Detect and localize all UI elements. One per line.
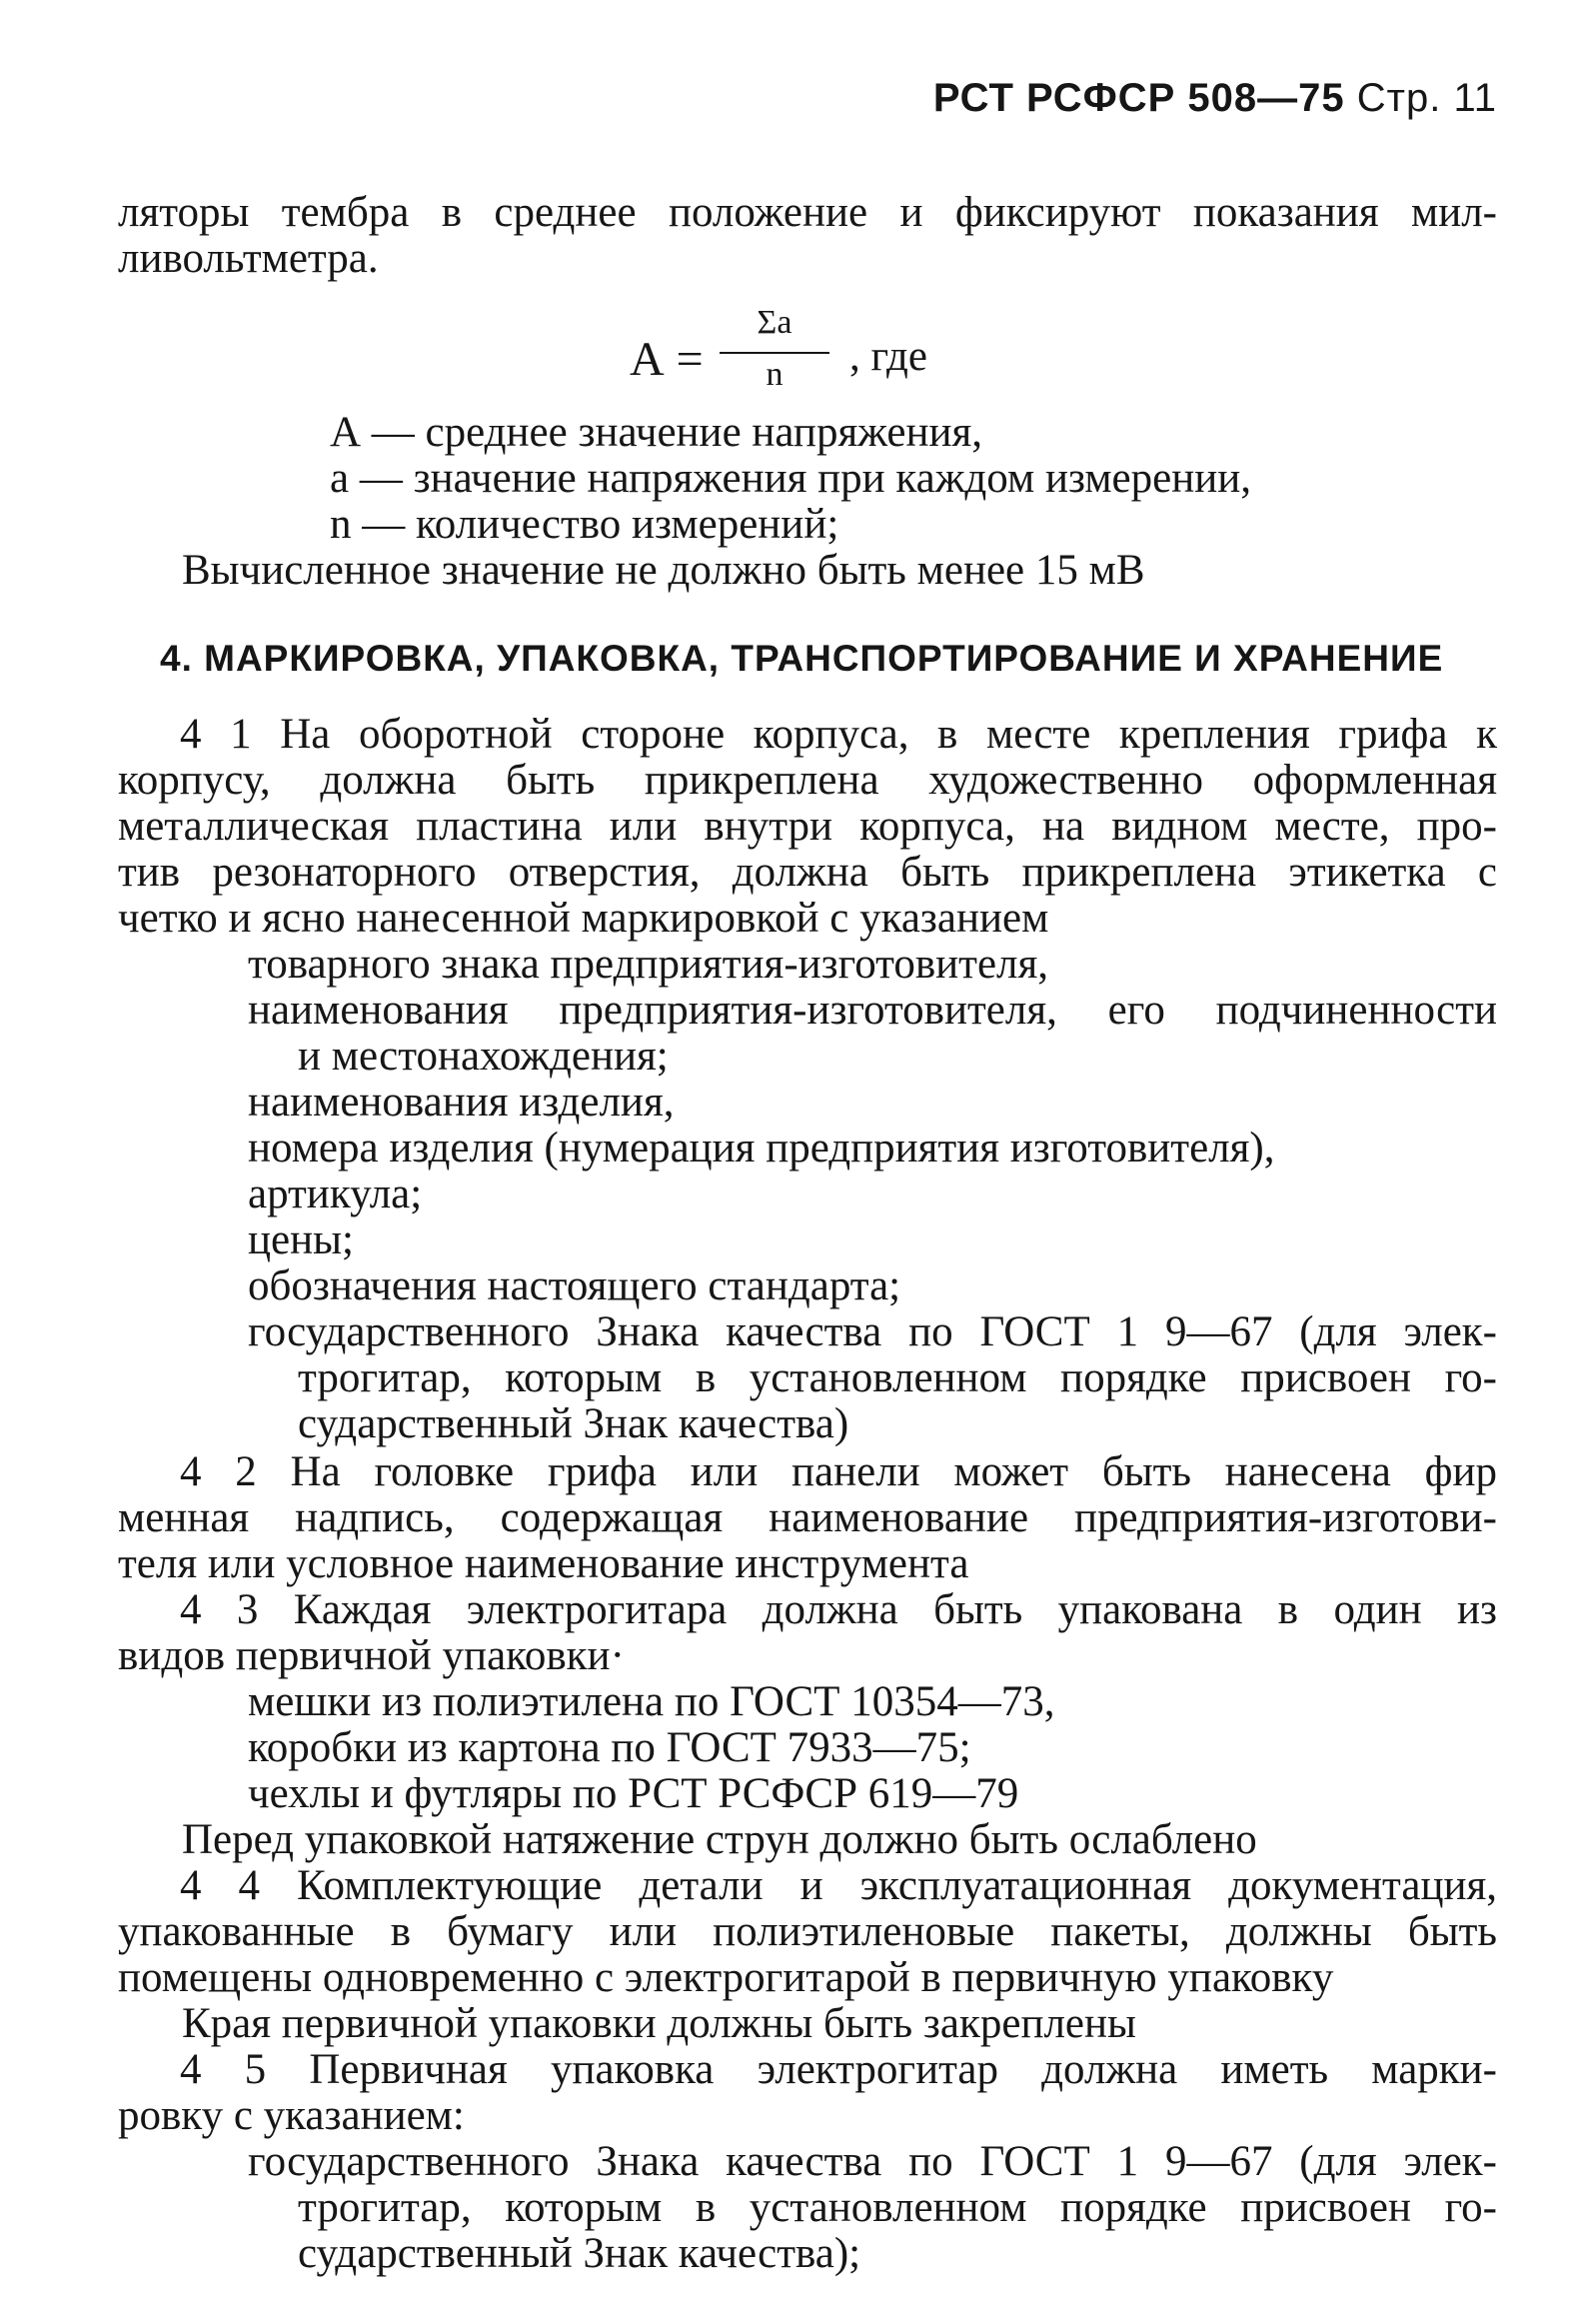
- paragraph-line: менная надпись, содержащая наименование предприятия-изготови-: [118, 1494, 1497, 1541]
- legend-line: n — количество измерений;: [330, 501, 839, 548]
- formula-fraction: [720, 300, 829, 410]
- paragraph-line: Перед упаковкой натяжение струн должно быть ослаблено: [182, 1816, 1257, 1863]
- formula-suffix: , где: [849, 333, 927, 380]
- list-item: наименования изделия,: [248, 1079, 675, 1126]
- list-item-continuation: сударственный Знак качества);: [298, 2230, 861, 2277]
- section-heading: 4. МАРКИРОВКА, УПАКОВКА, ТРАНСПОРТИРОВАНИЕ И ХРАНЕНИЕ: [160, 638, 1444, 679]
- list-item: товарного знака предприятия-изготовителя,: [248, 941, 1049, 988]
- list-item: цены;: [248, 1216, 354, 1263]
- list-item: обозначения настоящего стандарта;: [248, 1262, 901, 1309]
- list-item-continuation: трогитар, которым в установленном порядке присвоен го-: [298, 1354, 1497, 1401]
- paragraph-line: металлическая пластина или внутри корпуса, на видном месте, про-: [118, 803, 1497, 850]
- list-item-continuation: сударственный Знак качества): [298, 1400, 849, 1447]
- list-item: номера изделия (нумерация предприятия изготовителя),: [248, 1125, 1275, 1171]
- paragraph-line: ровку с указанием:: [118, 2092, 465, 2139]
- paragraph-line: 4 1 На оборотной стороне корпуса, в месте крепления грифа к: [180, 711, 1497, 758]
- formula-lhs: А =: [630, 333, 704, 386]
- text-line: ляторы тембра в среднее положение и фиксируют показания мил-: [118, 189, 1497, 236]
- list-item: государственного Знака качества по ГОСТ 1 9—67 (для элек-: [248, 1308, 1497, 1355]
- formula-denominator: n: [766, 356, 784, 393]
- text-line: Вычисленное значение не должно быть менее 15 мВ: [182, 547, 1145, 594]
- formula-numerator: Σa: [757, 304, 792, 341]
- paragraph-line: тив резонаторного отверстия, должна быть прикреплена этикетка с: [118, 849, 1497, 896]
- paragraph-line: 4 5 Первичная упаковка электрогитар должна иметь марки-: [180, 2046, 1497, 2093]
- list-item-continuation: трогитар, которым в установленном порядке присвоен го-: [298, 2184, 1497, 2231]
- paragraph-line: четко и ясно нанесенной маркировкой с указанием: [118, 895, 1049, 942]
- page-header: [933, 76, 1497, 121]
- paragraph-line: 4 3 Каждая электрогитара должна быть упакована в один из: [180, 1586, 1497, 1633]
- list-item-continuation: и местонахождения;: [298, 1033, 669, 1080]
- formula: [630, 300, 1029, 410]
- list-item: мешки из полиэтилена по ГОСТ 10354—73,: [248, 1678, 1055, 1725]
- paragraph-line: 4 2 На головке грифа или панели может быть нанесена фир: [180, 1448, 1497, 1495]
- paragraph-line: 4 4 Комплектующие детали и эксплуатационная документация,: [180, 1862, 1497, 1909]
- legend-line: a — значение напряжения при каждом измерении,: [330, 455, 1252, 502]
- fraction-bar: [720, 352, 829, 354]
- paragraph-line: корпусу, должна быть прикреплена художественно оформленная: [118, 757, 1497, 804]
- page-number: Стр. 11: [1356, 76, 1497, 120]
- list-item: коробки из картона по ГОСТ 7933—75;: [248, 1724, 971, 1771]
- paragraph-line: видов первичной упаковки·: [118, 1632, 625, 1679]
- paragraph-line: помещены одновременно с электрогитарой в первичную упаковку: [118, 1954, 1334, 2001]
- list-item: артикула;: [248, 1170, 423, 1217]
- text-line: ливольтметра.: [118, 235, 379, 282]
- list-item: чехлы и футляры по РСТ РСФСР 619—79: [248, 1770, 1019, 1817]
- legend-line: А — среднее значение напряжения,: [330, 409, 982, 456]
- list-item: государственного Знака качества по ГОСТ 1 9—67 (для элек-: [248, 2138, 1497, 2185]
- list-item: наименования предприятия-изготовителя, его подчиненности: [248, 987, 1497, 1034]
- paragraph-line: Края первичной упаковки должны быть закреплены: [182, 2000, 1136, 2047]
- paragraph-line: теля или условное наименование инструмента: [118, 1540, 969, 1587]
- paragraph-line: упакованные в бумагу или полиэтиленовые пакеты, должны быть: [118, 1908, 1497, 1955]
- document-code: РСТ РСФСР 508—75: [932, 76, 1345, 120]
